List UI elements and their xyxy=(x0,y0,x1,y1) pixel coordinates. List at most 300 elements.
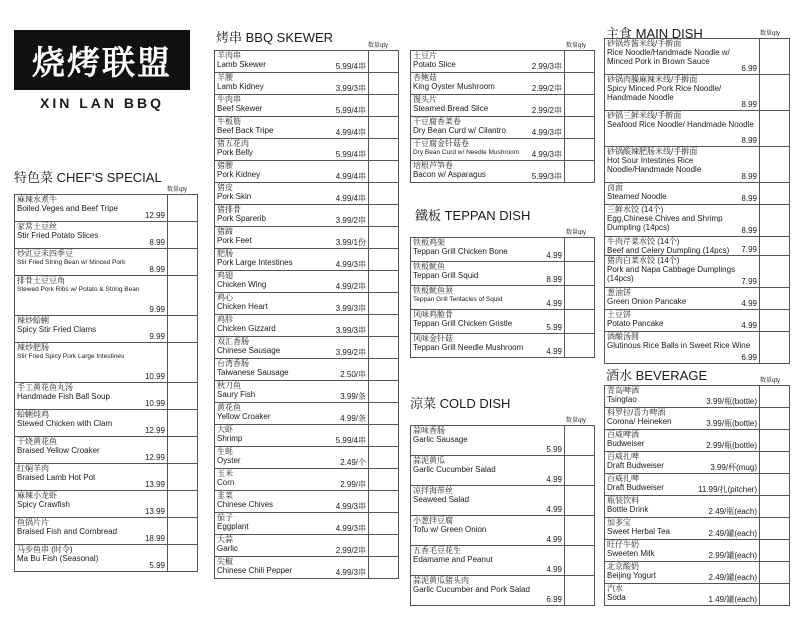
item-name-cn: 排骨土豆豆角 xyxy=(17,276,65,285)
menu-item-row xyxy=(215,557,399,579)
item-name-cn: 韭菜 xyxy=(217,491,233,500)
item-price: 3.99/3串 xyxy=(335,326,366,335)
item-price: 4.99/4串 xyxy=(335,128,366,137)
menu-item-row xyxy=(215,139,399,161)
item-name-en: Steamed Noodle xyxy=(607,192,667,201)
item-name-en: Corona/ Heineken xyxy=(607,417,672,426)
menu-item-row xyxy=(605,310,790,332)
section-title-cold: 涼菜 COLD DISH xyxy=(410,396,511,411)
item-name-cn: 干豆腐香菜卷 xyxy=(413,117,461,126)
item-price: 5.99 xyxy=(149,561,165,570)
menu-item-row xyxy=(15,410,198,437)
item-price: 5.99/4串 xyxy=(335,106,366,115)
qty-cell[interactable] xyxy=(369,293,399,315)
menu-item xyxy=(15,249,168,276)
menu-item-row xyxy=(411,426,595,456)
menu-item-row xyxy=(215,161,399,183)
qty-cell[interactable] xyxy=(760,496,790,518)
qty-cell[interactable] xyxy=(369,469,399,491)
qty-cell[interactable] xyxy=(168,437,198,464)
menu-item-row xyxy=(411,95,595,117)
item-price: 4.99 xyxy=(741,299,757,308)
qty-cell[interactable] xyxy=(565,486,595,516)
menu-item-row xyxy=(215,183,399,205)
item-name-en: Glutinous Rice Balls in Sweet Rice Wine xyxy=(607,341,751,350)
qty-cell[interactable] xyxy=(369,557,399,579)
item-name-en: Egg,Chinese Chives and Shrimp Dumpling (14pcs) xyxy=(607,214,723,232)
item-name-cn: 炒豇豆末四季豆 xyxy=(17,249,73,258)
item-name-cn: 羊腰 xyxy=(217,73,233,82)
item-name-en: Garlic Cucumber Salad xyxy=(413,465,496,474)
item-name-en: Shrimp xyxy=(217,434,243,443)
qty-cell[interactable] xyxy=(760,408,790,430)
item-price: 7.99 xyxy=(741,245,757,254)
qty-cell[interactable] xyxy=(369,51,399,73)
item-price: 10.99 xyxy=(144,399,165,408)
menu-item xyxy=(605,205,760,237)
item-name-en: Seafood Rice Noodle/ Handmade Noodle xyxy=(607,120,754,129)
item-name-cn: 猪蹄 xyxy=(217,227,233,236)
menu-item xyxy=(605,237,760,256)
menu-item xyxy=(605,408,760,430)
menu-item xyxy=(15,383,168,410)
item-name-en: Garlic Sausage xyxy=(413,435,468,444)
qty-cell[interactable] xyxy=(565,426,595,456)
item-price: 4.99/3串 xyxy=(335,260,366,269)
section-title-main: 主食 MAIN DISH xyxy=(606,26,703,41)
item-name-en: Beef Skewer xyxy=(217,104,263,113)
menu-item-row xyxy=(215,249,399,271)
qty-cell[interactable] xyxy=(760,332,790,364)
qty-cell[interactable] xyxy=(760,288,790,310)
qty-cell[interactable] xyxy=(760,256,790,288)
item-name-en: Braised Fish and Cornbread xyxy=(17,527,118,536)
qty-cell[interactable] xyxy=(565,51,595,73)
qty-cell[interactable] xyxy=(369,513,399,535)
menu-item xyxy=(215,227,369,249)
menu-item-row xyxy=(15,464,198,491)
menu-item-row xyxy=(215,359,399,381)
menu-item xyxy=(411,310,565,334)
qty-cell[interactable] xyxy=(760,310,790,332)
item-name-en: Draft Budweiser xyxy=(607,483,664,492)
menu-item-row xyxy=(215,73,399,95)
item-price: 18.99 xyxy=(144,534,165,543)
item-name-cn: 红焖羊肉 xyxy=(17,464,49,473)
item-name-cn: 北京酸奶 xyxy=(607,562,639,571)
item-name-en: Tofu w/ Green Onion xyxy=(413,525,487,534)
menu-item xyxy=(15,464,168,491)
menu-item xyxy=(215,183,369,205)
item-name-cn: 鸡胗 xyxy=(217,315,233,324)
item-name-en: Teppan Grill Needle Mushroom xyxy=(413,343,524,352)
item-name-en: Teppan Grill Chicken Gristle xyxy=(413,319,513,328)
item-price: 5.99 xyxy=(546,445,562,454)
item-name-en: Potato Pancake xyxy=(607,319,664,328)
menu-item-row xyxy=(605,496,790,518)
menu-item xyxy=(605,332,760,364)
menu-item xyxy=(605,452,760,474)
item-name-cn: 干烧黄花鱼 xyxy=(17,437,57,446)
qty-cell[interactable] xyxy=(760,75,790,111)
menu-item-row xyxy=(215,227,399,249)
menu-item-row xyxy=(605,386,790,408)
item-name-en: Corn xyxy=(217,478,235,487)
menu-item xyxy=(605,111,760,147)
item-price: 2.99/瓶(bottle) xyxy=(706,441,757,450)
item-name-cn: 猪皮 xyxy=(217,183,233,192)
qty-cell[interactable] xyxy=(565,262,595,286)
item-price: 2.49/瓶(each) xyxy=(708,507,757,516)
qty-cell[interactable] xyxy=(369,359,399,381)
item-name-en: Spicy Stir Fried Clams xyxy=(17,325,97,334)
menu-item-row xyxy=(15,383,198,410)
qty-cell[interactable] xyxy=(565,456,595,486)
qty-cell[interactable] xyxy=(369,315,399,337)
item-price: 3.99/瓶(bottle) xyxy=(706,397,757,406)
item-price: 4.99 xyxy=(546,251,562,260)
item-name-cn: 酒酿汤圆 xyxy=(607,332,639,341)
item-name-en: Tsingtao xyxy=(607,395,637,404)
menu-item xyxy=(605,39,760,75)
item-name-cn: 猪排骨 xyxy=(217,205,241,214)
qty-cell[interactable] xyxy=(168,276,198,316)
menu-item xyxy=(411,516,565,546)
qty-cell[interactable] xyxy=(168,222,198,249)
menu-item-row xyxy=(15,491,198,518)
item-name-en: Bottle Drink xyxy=(607,505,649,514)
item-name-en: Spicy Crawfish xyxy=(17,500,70,509)
menu-item xyxy=(215,359,369,381)
item-name-cn: 砂锅酸辣肥肠米线/手擀面 xyxy=(607,147,698,156)
item-price: 8.99 xyxy=(741,136,757,145)
qty-cell[interactable] xyxy=(760,111,790,147)
item-price: 8.99 xyxy=(741,226,757,235)
menu-item xyxy=(411,426,565,456)
item-name-en: Bacon w/ Asparagus xyxy=(413,170,486,179)
item-price: 5.99/4串 xyxy=(335,150,366,159)
menu-item xyxy=(215,403,369,425)
qty-cell[interactable] xyxy=(168,410,198,437)
cold-dish-table xyxy=(410,425,595,606)
qty-cell[interactable] xyxy=(760,205,790,237)
item-name-cn: 鸡心 xyxy=(217,293,233,302)
qty-cell[interactable] xyxy=(168,343,198,383)
menu-item-row xyxy=(605,430,790,452)
bbq-table xyxy=(214,50,399,579)
qty-cell[interactable] xyxy=(760,237,790,256)
menu-item xyxy=(15,437,168,464)
menu-item-row xyxy=(411,546,595,576)
menu-item xyxy=(605,256,760,288)
qty-cell[interactable] xyxy=(369,205,399,227)
item-name-en: Lamb Skewer xyxy=(217,60,266,69)
item-price: 8.99 xyxy=(741,100,757,109)
menu-item-row xyxy=(605,205,790,237)
item-name-en: Soda xyxy=(607,593,626,602)
qty-cell[interactable] xyxy=(168,383,198,410)
qty-cell[interactable] xyxy=(369,139,399,161)
qty-cell[interactable] xyxy=(565,286,595,310)
item-name-en: Pork Large Intestines xyxy=(217,258,293,267)
item-name-en: Garlic Cucumber and Pork Salad xyxy=(413,585,530,594)
menu-item-row xyxy=(411,161,595,183)
qty-cell[interactable] xyxy=(369,227,399,249)
qty-cell[interactable] xyxy=(369,95,399,117)
menu-item-row xyxy=(215,337,399,359)
item-name-cn: 铁板鱿鱼须 xyxy=(413,286,453,295)
item-name-cn: 蛤蜊炖鸡 xyxy=(17,410,49,419)
menu-item xyxy=(605,183,760,205)
menu-item xyxy=(605,562,760,584)
qty-cell[interactable] xyxy=(760,183,790,205)
item-price: 8.99 xyxy=(149,265,165,274)
item-price: 3.99/杯(mug) xyxy=(710,463,757,472)
qty-cell[interactable] xyxy=(369,337,399,359)
item-name-en: Pork Feet xyxy=(217,236,252,245)
item-name-cn: 百威扎啤 xyxy=(607,452,639,461)
menu-item-row xyxy=(605,256,790,288)
item-name-cn: 猪五花肉 xyxy=(217,139,249,148)
item-name-cn: 黄花鱼 xyxy=(217,403,241,412)
menu-item-row xyxy=(411,286,595,310)
item-price: 3.99/1份 xyxy=(335,238,366,247)
qty-cell[interactable] xyxy=(369,535,399,557)
item-name-cn: 青岛啤酒 xyxy=(607,386,639,395)
qty-cell[interactable] xyxy=(565,516,595,546)
item-price: 7.99 xyxy=(741,277,757,286)
item-name-en: Rice Noodle/Handmade Noodle w/ Minced Pork in Brown Sauce xyxy=(607,48,730,66)
item-name-cn: 大虾 xyxy=(217,425,233,434)
item-name-cn: 茄子 xyxy=(217,513,233,522)
menu-item-row xyxy=(605,147,790,183)
qty-cell[interactable] xyxy=(369,425,399,447)
item-name-cn: 风味金针菇 xyxy=(413,334,453,343)
item-name-en: King Oyster Mushroom xyxy=(413,82,495,91)
menu-item-row xyxy=(605,111,790,147)
menu-item-row xyxy=(215,447,399,469)
qty-cell[interactable] xyxy=(565,73,595,95)
qty-cell[interactable] xyxy=(760,430,790,452)
item-price: 8.99 xyxy=(741,172,757,181)
qty-cell[interactable] xyxy=(168,249,198,276)
item-price: 4.99 xyxy=(546,505,562,514)
menu-item-row xyxy=(215,491,399,513)
menu-item xyxy=(605,386,760,408)
item-name-cn: 卤面 xyxy=(607,183,623,192)
bbq-more-table xyxy=(410,50,595,183)
item-name-cn: 铁板鱿鱼 xyxy=(413,262,445,271)
menu-item-row xyxy=(215,205,399,227)
qty-cell[interactable] xyxy=(369,183,399,205)
qty-cell[interactable] xyxy=(760,474,790,496)
menu-item xyxy=(15,222,168,249)
item-price: 2.99/2串 xyxy=(531,84,562,93)
qty-cell[interactable] xyxy=(168,195,198,222)
menu-item-row xyxy=(605,237,790,256)
menu-item-row xyxy=(15,545,198,572)
menu-item-row xyxy=(605,474,790,496)
menu-item xyxy=(411,262,565,286)
qty-cell[interactable] xyxy=(565,310,595,334)
qty-cell[interactable] xyxy=(369,381,399,403)
menu-item xyxy=(215,205,369,227)
qty-cell[interactable] xyxy=(369,161,399,183)
item-name-cn: 科罗拉/喜力啤酒 xyxy=(607,408,666,417)
qty-cell[interactable] xyxy=(369,117,399,139)
item-name-en: Green Onion Pancake xyxy=(607,297,687,306)
item-name-en: Garlic xyxy=(217,544,238,553)
menu-item xyxy=(15,518,168,545)
item-price: 4.99/条 xyxy=(340,414,366,423)
qty-cell[interactable] xyxy=(760,518,790,540)
qty-cell[interactable] xyxy=(760,540,790,562)
item-name-en: Stir Fried Spicy Pork Large Intestines xyxy=(17,353,125,360)
qty-cell[interactable] xyxy=(565,546,595,576)
item-price: 12.99 xyxy=(144,426,165,435)
item-name-en: Seaweed Salad xyxy=(413,495,470,504)
item-name-cn: 猪腰 xyxy=(217,161,233,170)
qty-cell[interactable] xyxy=(168,518,198,545)
menu-item xyxy=(15,491,168,518)
menu-item-row xyxy=(605,408,790,430)
item-name-en: Beef and Celery Dumpling (14pcs) xyxy=(607,246,730,255)
menu-item-row xyxy=(411,486,595,516)
item-price: 6.99 xyxy=(741,64,757,73)
item-price: 2.99/2串 xyxy=(531,106,562,115)
qty-cell[interactable] xyxy=(369,271,399,293)
item-name-en: Teppan Grill Tentacles of Squid xyxy=(413,296,503,303)
menu-item-row xyxy=(15,195,198,222)
menu-item xyxy=(411,51,565,73)
qty-cell[interactable] xyxy=(760,452,790,474)
item-name-cn: 培根芦笋卷 xyxy=(413,161,453,170)
item-name-en: Handmade Fish Ball Soup xyxy=(17,392,110,401)
menu-item xyxy=(215,469,369,491)
item-name-en: Chinese Chili Pepper xyxy=(217,566,293,575)
menu-item xyxy=(411,334,565,358)
item-name-cn: 玉米 xyxy=(217,469,233,478)
qty-cell[interactable] xyxy=(565,576,595,606)
qty-cell[interactable] xyxy=(168,491,198,518)
menu-item-row xyxy=(411,334,595,358)
menu-item-row xyxy=(605,75,790,111)
item-price: 13.99 xyxy=(144,507,165,516)
item-name-cn: 三鲜水饺 (14个) xyxy=(607,205,664,214)
qty-cell[interactable] xyxy=(369,403,399,425)
item-name-cn: 肥肠 xyxy=(217,249,233,258)
item-price: 1.49/罐(each) xyxy=(708,595,757,604)
item-name-en: Chicken Wing xyxy=(217,280,267,289)
qty-cell[interactable] xyxy=(760,386,790,408)
item-name-en: Pork Belly xyxy=(217,148,254,157)
menu-item xyxy=(411,456,565,486)
item-name-en: Hot Sour Intestines Rice Noodle/Handmade Noodle xyxy=(607,156,702,174)
item-name-en: Pork and Napa Cabbage Dumplings (14pcs) xyxy=(607,265,736,283)
teppan-table xyxy=(410,237,595,358)
qty-cell[interactable] xyxy=(168,464,198,491)
item-name-en: Draft Budweiser xyxy=(607,461,664,470)
item-price: 4.99 xyxy=(546,299,562,308)
item-name-en: Chicken Heart xyxy=(217,302,268,311)
menu-item-row xyxy=(15,316,198,343)
menu-item xyxy=(15,343,168,383)
menu-item-row xyxy=(605,183,790,205)
menu-item xyxy=(215,73,369,95)
item-name-en: Braised Yellow Croaker xyxy=(17,446,100,455)
qty-cell[interactable] xyxy=(369,249,399,271)
item-name-en: Steamed Bread Slice xyxy=(413,104,489,113)
menu-item xyxy=(411,139,565,161)
menu-item xyxy=(411,95,565,117)
menu-item-row xyxy=(411,51,595,73)
qty-cell[interactable] xyxy=(565,161,595,183)
item-name-cn: 牛肉芹菜水饺 (14个) xyxy=(607,237,680,246)
item-name-cn: 马步鱼串 (时令) xyxy=(17,545,73,554)
menu-item xyxy=(605,496,760,518)
menu-item-row xyxy=(605,584,790,606)
qty-cell[interactable] xyxy=(760,584,790,606)
qty-cell[interactable] xyxy=(168,316,198,343)
menu-item-row xyxy=(15,222,198,249)
item-name-cn: 瓶装饮料 xyxy=(607,496,639,505)
item-name-en: Spicy Minced Pork Rice Noodle/ Handmade Noodle xyxy=(607,84,722,102)
qty-cell[interactable] xyxy=(565,95,595,117)
qty-cell[interactable] xyxy=(369,447,399,469)
menu-item xyxy=(215,271,369,293)
main-dish-table xyxy=(604,38,790,364)
qty-cell[interactable] xyxy=(760,562,790,584)
item-price: 4.99/2串 xyxy=(335,282,366,291)
menu-item-row xyxy=(15,437,198,464)
menu-item-row xyxy=(605,562,790,584)
qty-cell[interactable] xyxy=(369,73,399,95)
chef-special-table xyxy=(14,194,198,572)
section-title-beverage: 酒水 BEVERAGE xyxy=(606,368,708,383)
qty-cell[interactable] xyxy=(760,147,790,183)
item-name-en: Taiwanese Sausage xyxy=(217,368,289,377)
menu-item xyxy=(605,430,760,452)
menu-item xyxy=(411,576,565,606)
item-name-cn: 羊肉串 xyxy=(217,51,241,60)
item-name-cn: 鱼锅片片 xyxy=(17,518,49,527)
item-price: 5.99 xyxy=(546,323,562,332)
item-price: 13.99 xyxy=(144,480,165,489)
item-price: 3.99/2串 xyxy=(335,348,366,357)
qty-cell[interactable] xyxy=(565,139,595,161)
menu-item-row xyxy=(411,310,595,334)
item-price: 2.49/罐(each) xyxy=(708,529,757,538)
qty-cell[interactable] xyxy=(565,334,595,358)
item-name-en: Yellow Croaker xyxy=(217,412,271,421)
item-name-cn: 麻辣小龙虾 xyxy=(17,491,57,500)
item-name-cn: 小葱拌豆腐 xyxy=(413,516,453,525)
item-name-en: Stir Fried String Bean w/ Minced Pork xyxy=(17,259,126,266)
menu-item xyxy=(15,195,168,222)
qty-cell[interactable] xyxy=(369,491,399,513)
beverage-table xyxy=(604,385,790,606)
item-name-en: Braised Lamb Hot Pot xyxy=(17,473,96,482)
item-price: 9.99 xyxy=(149,332,165,341)
qty-cell[interactable] xyxy=(168,545,198,572)
menu-item-row xyxy=(215,271,399,293)
qty-label: 数量qty xyxy=(566,43,587,49)
qty-label: 数量qty xyxy=(566,418,587,424)
qty-cell[interactable] xyxy=(565,238,595,262)
qty-cell[interactable] xyxy=(565,117,595,139)
menu-item xyxy=(215,249,369,271)
qty-cell[interactable] xyxy=(760,39,790,75)
